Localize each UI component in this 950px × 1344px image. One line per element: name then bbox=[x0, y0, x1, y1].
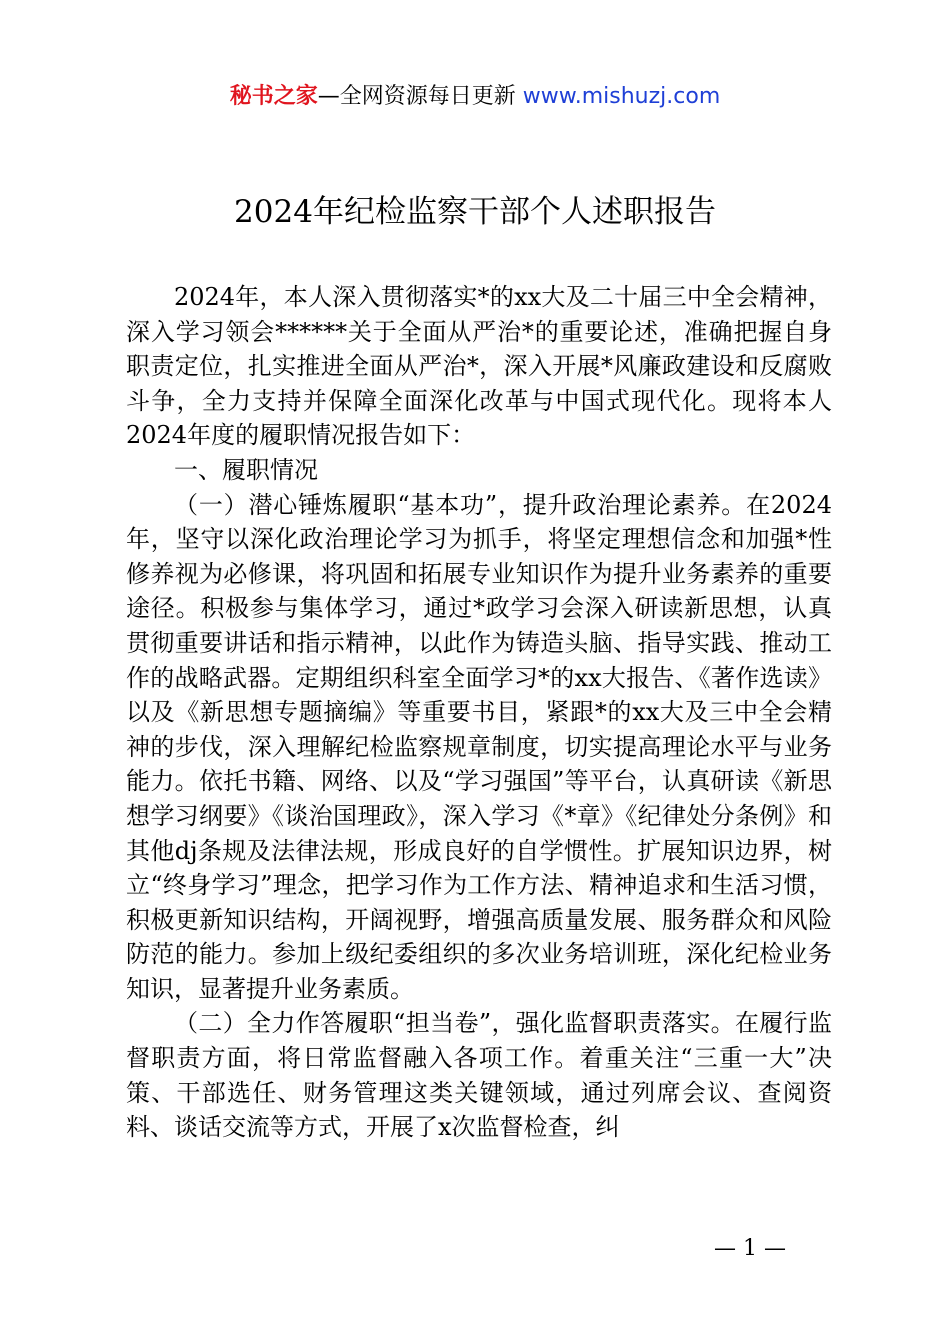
header-tagline: —全网资源每日更新 bbox=[317, 84, 516, 109]
page-number: — 1 — bbox=[714, 1236, 786, 1261]
document-body bbox=[126, 280, 832, 1145]
document-title: 2024年纪检监察干部个人述职报告 bbox=[234, 194, 716, 230]
paragraph-two: （二）全力作答履职“担当卷”，强化监督职责落实。在履行监督职责方面，将日常监督融入各项工作。着重关注“三重一大”决策、干部选任、财务管理这类关键领域，通过列席会议、查阅资料、谈话交流等方式，开展了x次监督检查，纠 bbox=[126, 1009, 832, 1142]
brand-name: 秘书之家 bbox=[229, 84, 318, 109]
section-heading: 一、履职情况 bbox=[174, 455, 318, 484]
site-header bbox=[0, 82, 950, 112]
website-link[interactable]: www.mishuzj.com bbox=[522, 84, 721, 109]
paragraph-one: （一）潜心锤炼履职“基本功”，提升政治理论素养。在2024年，坚守以深化政治理论学习为抓手，将坚定理想信念和加强*性修养视为必修课，将巩固和拓展专业知识作为提升业务素养的重要途径。积极参与集体学习，通过*政学习会深入研读新思想，认真贯彻重要讲话和指示精神，以此作为铸造头脑、指导实践、推动工作的战略武器。定期组织科室全面学习*的xx大报告、《著作选读》以及《新思想专题摘编》等重要书目，紧跟*的xx大及三中全会精神的步伐，深入理解纪检监察规章制度，切实提高理论水平与业务能力。依托书籍、网络、以及“学习强国”等平台，认真研读《新思想学习纲要》《谈治国理政》，深入学习《*章》《纪律处分条例》和其他dj条规及法律法规，形成良好的自学惯性。扩展知识边界，树立“终身学习”理念，把学习作为工作方法、精神追求和生活习惯，积极更新知识结构，开阔视野，增强高质量发展、服务群众和风险防范的能力。参加上级纪委组织的多次业务培训班，深化纪检业务知识，显著提升业务素质。 bbox=[126, 490, 832, 1003]
intro-paragraph: 2024年，本人深入贯彻落实*的xx大及二十届三中全会精神，深入学习领会******关于全面从严治*的重要论述，准确把握自身职责定位，扎实推进全面从严治*，深入开展*风廉政建设和反腐败斗争，全力支持并保障全面深化改革与中国式现代化。现将本人2024年度的履职情况报告如下： bbox=[126, 283, 832, 450]
